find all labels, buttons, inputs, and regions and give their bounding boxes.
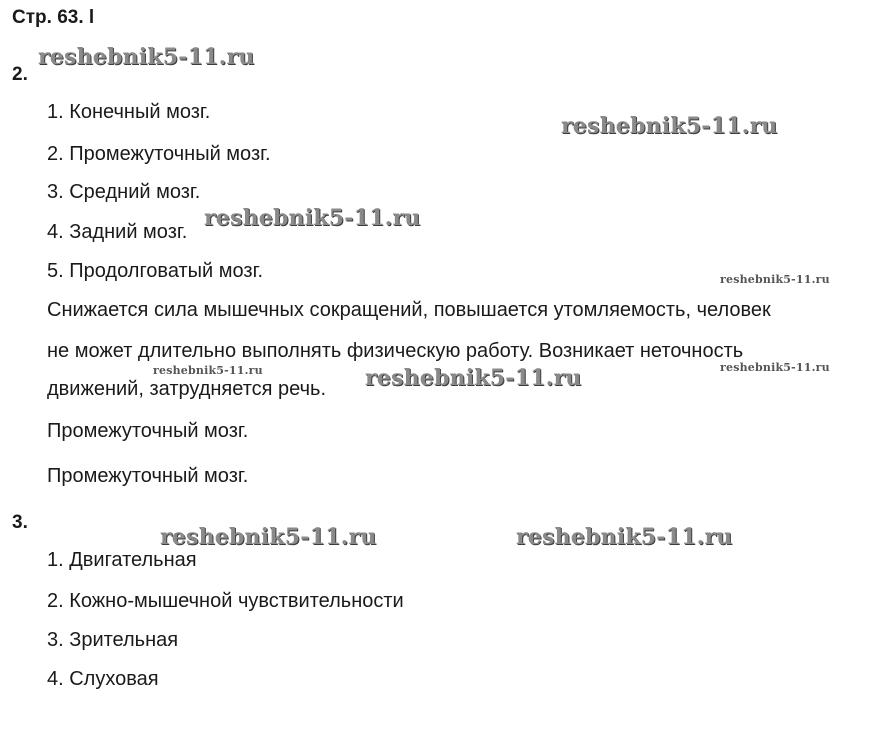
page-reference: Стр. 63. l — [12, 7, 95, 28]
section-3-item: 2. Кожно-мышечной чувствительности — [47, 590, 404, 612]
section-2-item: 5. Продолговатый мозг. — [47, 260, 263, 282]
section-2-item: 1. Конечный мозг. — [47, 101, 211, 123]
section-2-number: 2. — [12, 64, 28, 85]
watermark: reshebnik5-11.ru — [365, 365, 582, 391]
section-3-number: 3. — [12, 512, 28, 533]
watermark: reshebnik5-11.ru — [204, 205, 421, 231]
section-2-paragraph-line: Снижается сила мышечных сокращений, повышается утомляемость, человек — [47, 299, 771, 321]
watermark: reshebnik5-11.ru — [516, 524, 733, 550]
section-3-item: 4. Слуховая — [47, 668, 159, 690]
section-2-item: 2. Промежуточный мозг. — [47, 143, 271, 165]
section-2-paragraph-line: не может длительно выполнять физическую работу. Возникает неточность — [47, 340, 744, 362]
section-2-item: 4. Задний мозг. — [47, 221, 188, 243]
watermark: reshebnik5-11.ru — [720, 361, 830, 374]
section-2-item: 3. Средний мозг. — [47, 181, 201, 203]
section-3-item: 1. Двигательная — [47, 549, 197, 571]
section-2-paragraph-line: движений, затрудняется речь. — [47, 378, 327, 400]
section-2-answer: Промежуточный мозг. — [47, 420, 249, 442]
watermark: reshebnik5-11.ru — [561, 113, 778, 139]
watermark: reshebnik5-11.ru — [720, 273, 830, 286]
watermark: reshebnik5-11.ru — [153, 364, 263, 377]
watermark: reshebnik5-11.ru — [160, 524, 377, 550]
section-2-answer: Промежуточный мозг. — [47, 465, 249, 487]
watermark: reshebnik5-11.ru — [38, 44, 255, 70]
section-3-item: 3. Зрительная — [47, 629, 179, 651]
